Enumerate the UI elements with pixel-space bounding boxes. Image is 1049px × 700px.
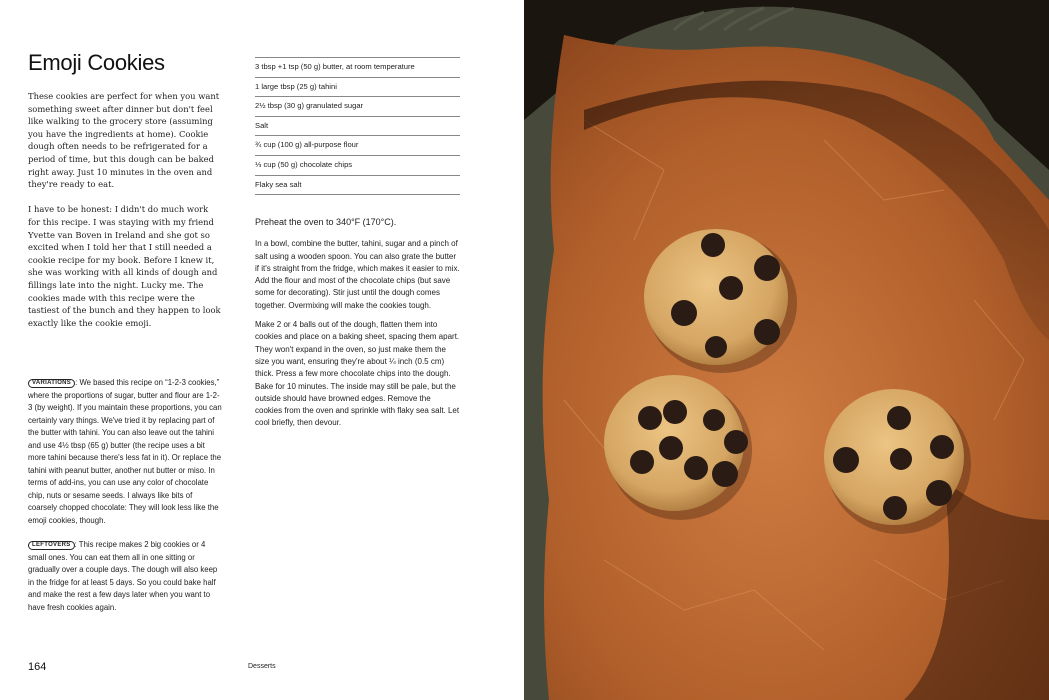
chocolate-chip — [724, 430, 748, 454]
ingredient-item: 2½ tbsp (30 g) granulated sugar — [255, 97, 460, 117]
chocolate-chip — [703, 409, 725, 431]
chocolate-chip — [926, 480, 952, 506]
ingredient-item: Flaky sea salt — [255, 176, 460, 196]
chocolate-chip — [705, 336, 727, 358]
recipe-notes — [28, 377, 223, 626]
chocolate-chip — [754, 255, 780, 281]
recipe-title: Emoji Cookies — [28, 50, 165, 75]
chocolate-chip — [671, 300, 697, 326]
ingredient-item: 1 large tbsp (25 g) tahini — [255, 78, 460, 98]
chocolate-chip — [883, 496, 907, 520]
intro-text — [28, 90, 223, 342]
method-steps — [255, 216, 460, 437]
leftovers-text: : This recipe makes 2 big cookies or 4 small ones. You can eat them all in one sitting or gradually over a couple days. The dough will also keep in the fridge for at least 5 days. So you could bake half and make the rest a few days later when you want to have fresh cookies again. — [28, 540, 218, 612]
chocolate-chip — [712, 461, 738, 487]
variations-text: : We based this recipe on “1-2-3 cookies,” where the proportions of sugar, butter and flour are 1-2-3 (by weight). If you maintain these proportions, you can certainly vary things. We've tried it by replacing part of the butter with tahini. You can also leave out the tahini and use 4½ tbsp (65 g) butter (the recipe uses a bit more tahini because there's less fat in it). Or replace the tahini with peanut butter, another nut butter or miso. In terms of add-ins, you can use any color of chocolate chip, nuts or sesame seeds. I always like bits of coarsely chopped chocolate: They will look less like the emoji cookies, though. — [28, 378, 222, 525]
leftovers-tag: LEFTOVERS — [28, 541, 75, 550]
ingredient-item: 3 tbsp +1 tsp (50 g) butter, at room temperature — [255, 58, 460, 78]
intro-paragraph: I have to be honest: I didn't do much work for this recipe. I was staying with my friend Yvette van Boven in Ireland and she got so excited when I told her that I still needed a cookie recipe for my book. Before I knew it, she was working with all kinds of dough and fillings late into the night. Lucky me. The cookies made with this recipe were the tastiest of the bunch and they happen to look exactly like the cookie emoji. — [28, 204, 221, 328]
left-page — [0, 0, 524, 700]
method-step: Preheat the oven to 340°F (170°C). — [255, 217, 397, 227]
ingredient-item: ⅓ cup (50 g) chocolate chips — [255, 156, 460, 176]
chocolate-chip — [930, 435, 954, 459]
method-step: In a bowl, combine the butter, tahini, sugar and a pinch of salt using a wooden spoon. You can also grate the butter if it's straight from the fridge, which makes it easier to mix. Add the flour and most of the chocolate chips (but save some for decorating). Stir just until the dough comes together. Overmixing will make the cookies tough. — [255, 239, 460, 310]
cookie-photo — [524, 0, 1049, 700]
ingredient-item: Salt — [255, 117, 460, 137]
ingredient-list — [255, 57, 460, 195]
chocolate-chip — [663, 400, 687, 424]
variations-note — [28, 377, 223, 527]
chocolate-chip — [887, 406, 911, 430]
chocolate-chip — [890, 448, 912, 470]
intro-paragraph: These cookies are perfect for when you want something sweet after dinner but don't feel like walking to the grocery store (assuming you have the ingredients at home). Cookie dough often needs to be refrigerated for a period of time, but this dough can be baked right away. Just 10 minutes in the oven and they're ready to eat. — [28, 91, 220, 190]
leftovers-note — [28, 539, 223, 614]
ingredient-item: ¾ cup (100 g) all-purpose flour — [255, 136, 460, 156]
chocolate-chip — [719, 276, 743, 300]
chocolate-chip — [638, 406, 662, 430]
variations-tag: VARIATIONS — [28, 379, 75, 388]
chocolate-chip — [659, 436, 683, 460]
chocolate-chip — [630, 450, 654, 474]
chocolate-chip — [833, 447, 859, 473]
page-number: 164 — [28, 661, 47, 673]
chocolate-chip — [754, 319, 780, 345]
chocolate-chip — [701, 233, 725, 257]
chocolate-chip — [684, 456, 708, 480]
method-step: Make 2 or 4 balls out of the dough, flatten them into cookies and place on a baking sheet, spacing them apart. They won't expand in the oven, so just make them the size you want, ensuring they're about ¼ inch (0.5 cm) thick. Press a few more chocolate chips into the dough. Bake for 10 minutes. The inside may still be pale, but the outside should have browned edges. Remove the cookies from the oven and sprinkle with flaky sea salt. Let cool briefly, then devour. — [255, 320, 460, 428]
cookie-photo-illustration — [524, 0, 1049, 700]
section-label: Desserts — [248, 663, 276, 670]
